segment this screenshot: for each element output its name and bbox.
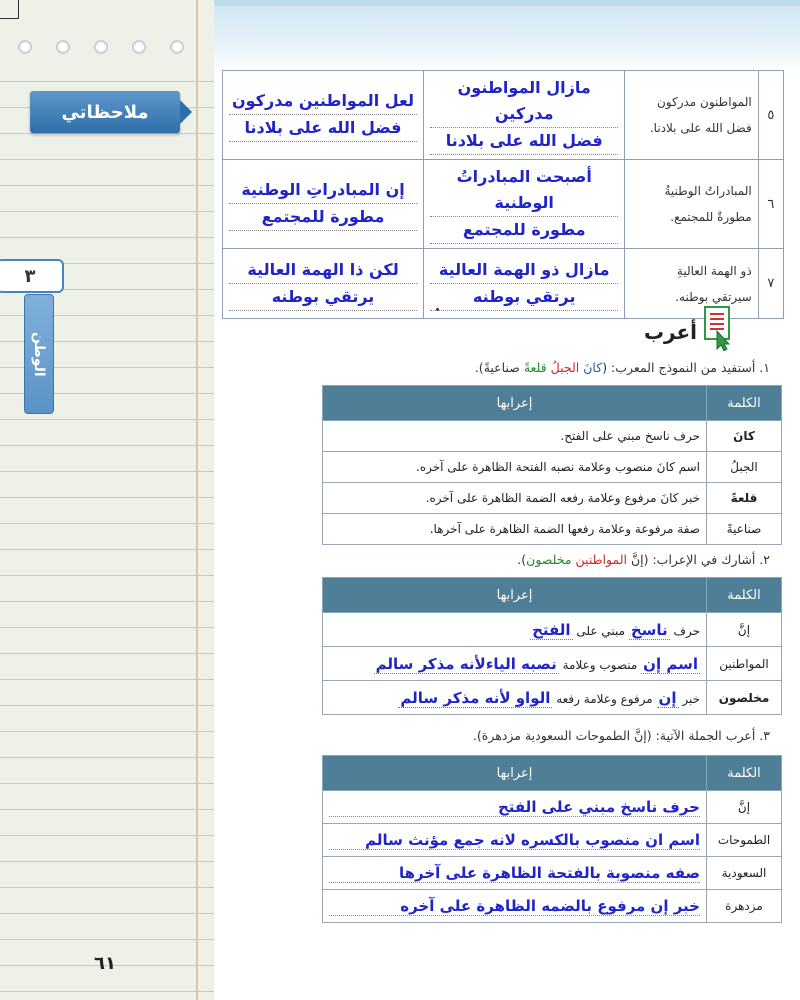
column-header-word: الكلمة bbox=[707, 578, 782, 613]
table-row bbox=[223, 249, 784, 319]
handwritten-answer: إن المبادراتِ الوطنية bbox=[229, 177, 417, 204]
handwritten-answer: مازال ذو الهمة العالية bbox=[430, 257, 618, 284]
handwritten-answer: خبر إن مرفوع بالضمه الظاهرة على آخره bbox=[329, 897, 700, 916]
table-row bbox=[323, 613, 782, 647]
original-sentence bbox=[625, 71, 758, 160]
word-cell: مزدهرة bbox=[707, 890, 782, 923]
original-line: سيرتقي بوطنه. bbox=[675, 289, 752, 304]
parse-cell[interactable] bbox=[323, 613, 707, 647]
table-row bbox=[223, 71, 784, 160]
instruction-text: ١. أستفيد من النموذج المعرب: ( bbox=[602, 360, 770, 375]
column-header-parse: إعرابها bbox=[323, 386, 707, 421]
table-row bbox=[323, 514, 782, 545]
table-row bbox=[323, 824, 782, 857]
instruction-text: ). bbox=[517, 552, 527, 567]
prompt-text: حرف bbox=[673, 623, 700, 638]
binder-ring-icon bbox=[94, 40, 108, 54]
original-sentence bbox=[625, 160, 758, 249]
exercise-3-table bbox=[322, 755, 782, 923]
instruction-text: ). bbox=[472, 728, 482, 743]
word-cell: مخلصون bbox=[707, 681, 782, 715]
answer-cell[interactable] bbox=[424, 160, 625, 249]
original-sentence bbox=[625, 249, 758, 319]
transformation-table bbox=[222, 70, 784, 319]
parse-cell[interactable] bbox=[323, 681, 707, 715]
table-row bbox=[323, 452, 782, 483]
instruction-text: ). bbox=[474, 360, 484, 375]
unit-title: الوطن bbox=[31, 331, 47, 377]
word-cell: قلعةً bbox=[707, 483, 782, 514]
word-cell: السعودية bbox=[707, 857, 782, 890]
parse-cell[interactable] bbox=[323, 824, 707, 857]
handwritten-answer: حرف ناسخ مبني على الفتح bbox=[329, 798, 700, 817]
answer-cell[interactable] bbox=[223, 249, 424, 319]
filled-blank: إن bbox=[658, 688, 677, 707]
word-cell: كانَ bbox=[707, 421, 782, 452]
example-word: إنَّ bbox=[630, 552, 644, 567]
header-band bbox=[214, 0, 800, 70]
word-cell: الطموحات bbox=[707, 824, 782, 857]
answer-cell[interactable] bbox=[424, 249, 625, 319]
unit-number-box bbox=[0, 259, 64, 293]
binder-ring-icon bbox=[56, 40, 70, 54]
table-header bbox=[323, 578, 782, 613]
exercise-1-instruction bbox=[475, 360, 770, 375]
column-header-word: الكلمة bbox=[707, 386, 782, 421]
prompt-text: مرفوع وعلامة رفعه bbox=[556, 691, 653, 706]
parse-cell: صفة مرفوعة وعلامة رفعها الضمة الظاهرة على آخرها. bbox=[323, 514, 707, 545]
exercise-3-instruction bbox=[473, 728, 770, 743]
table-row bbox=[323, 857, 782, 890]
notes-label: ملاحظاتي bbox=[61, 101, 149, 123]
original-line: مطورةٌ للمجتمع. bbox=[670, 210, 752, 224]
table-row bbox=[323, 681, 782, 715]
parse-cell: خبر كانَ مرفوع وعلامة رفعه الضمة الظاهرة على آخره. bbox=[323, 483, 707, 514]
handwritten-answer: مطورة للمجتمع bbox=[229, 204, 417, 231]
example-word: صناعيةً bbox=[483, 360, 520, 375]
parse-cell[interactable] bbox=[323, 890, 707, 923]
filled-blank: الواو لأنه مذكر سالم bbox=[400, 688, 551, 707]
prompt-text: مبني على bbox=[576, 623, 626, 638]
handwritten-answer: فضل الله على بلادنا bbox=[229, 115, 417, 142]
table-row bbox=[323, 647, 782, 681]
handwritten-answer: مازال المواطنون مدركين bbox=[430, 75, 618, 128]
handwritten-answer: صفه منصوبة بالفتحة الظاهرة على آخرها bbox=[329, 864, 700, 883]
exercise-1-table bbox=[322, 385, 782, 545]
page-number: ٦١ bbox=[94, 953, 116, 974]
row-number: ٦ bbox=[758, 160, 783, 249]
parse-cell[interactable] bbox=[323, 791, 707, 824]
table-row bbox=[323, 890, 782, 923]
handwritten-answer: فضل الله على بلادنا bbox=[430, 128, 618, 155]
parse-cell: اسم كانَ منصوب وعلامة نصبه الفتحة الظاهرة على آخره. bbox=[323, 452, 707, 483]
section-title: أعرب bbox=[643, 320, 697, 344]
answer-cell[interactable] bbox=[223, 71, 424, 160]
row-number: ٥ bbox=[758, 71, 783, 160]
handwritten-answer: يرتقي بوطنه bbox=[229, 284, 417, 311]
unit-title-ribbon bbox=[24, 294, 54, 414]
word-cell: إنَّ bbox=[707, 791, 782, 824]
parse-cell: حرف ناسخ مبني على الفتح. bbox=[323, 421, 707, 452]
original-line: المبادراتُ الوطنيةُ bbox=[664, 184, 752, 198]
example-word: قلعةً bbox=[523, 360, 547, 375]
word-cell: الجبلُ bbox=[707, 452, 782, 483]
binder-ring-icon bbox=[18, 40, 32, 54]
parse-cell[interactable] bbox=[323, 647, 707, 681]
handwritten-answer: اسم ان منصوب بالكسره لانه جمع مؤنث سالم bbox=[329, 831, 700, 850]
table-row bbox=[323, 483, 782, 514]
stray-dot bbox=[436, 308, 439, 311]
filled-blank: الفتح bbox=[532, 620, 571, 639]
exercise-2-table bbox=[322, 577, 782, 715]
notes-tab bbox=[30, 91, 180, 133]
table-header bbox=[323, 386, 782, 421]
document-pointer-icon bbox=[703, 305, 733, 351]
parse-cell[interactable] bbox=[323, 857, 707, 890]
handwritten-answer: يرتقي بوطنه bbox=[430, 284, 618, 311]
original-line: المواطنون مدركون bbox=[656, 95, 752, 109]
binder-ring-icon bbox=[132, 40, 146, 54]
example-word: الجبلُ bbox=[550, 360, 580, 375]
example-sentence: إنَّ الطموحات السعودية مزدهرة bbox=[481, 728, 647, 743]
instruction-text: ٢. أشارك في الإعراب: ( bbox=[643, 552, 770, 567]
handwritten-answer: أصبحت المبادراتُ الوطنية bbox=[430, 164, 618, 217]
original-line: فضل الله على بلادنا. bbox=[649, 121, 752, 135]
answer-cell[interactable] bbox=[424, 71, 625, 160]
prompt-text: منصوب وعلامة bbox=[562, 657, 638, 672]
original-line: ذو الهمة العاليةِ bbox=[676, 263, 752, 278]
filled-blank: ناسخ bbox=[630, 620, 668, 639]
corner-crop-mark bbox=[0, 0, 19, 19]
table-row bbox=[323, 791, 782, 824]
table-header bbox=[323, 756, 782, 791]
word-cell: صناعيةً bbox=[707, 514, 782, 545]
table-row bbox=[323, 421, 782, 452]
word-cell: إنَّ bbox=[707, 613, 782, 647]
column-header-parse: إعرابها bbox=[323, 578, 707, 613]
filled-blank: نصبه الياءلأنه مذكر سالم bbox=[375, 654, 557, 673]
binder-ring-icon bbox=[170, 40, 184, 54]
example-word: المواطنين bbox=[575, 552, 627, 567]
prompt-text: خبر bbox=[682, 691, 700, 706]
exercise-2-instruction bbox=[517, 552, 770, 567]
handwritten-answer: مطورة للمجتمع bbox=[430, 217, 618, 244]
answer-cell[interactable] bbox=[223, 160, 424, 249]
instruction-text: ٣. أعرب الجملة الآتية: ( bbox=[646, 728, 770, 743]
table-row bbox=[223, 160, 784, 249]
filled-blank: اسم إن bbox=[643, 654, 698, 673]
column-header-word: الكلمة bbox=[707, 756, 782, 791]
example-word: كانَ bbox=[583, 360, 603, 375]
handwritten-answer: لكن ذا الهمة العالية bbox=[229, 257, 417, 284]
column-header-parse: إعرابها bbox=[323, 756, 707, 791]
unit-number: ٣ bbox=[24, 265, 36, 287]
handwritten-answer: لعل المواطنين مدركون bbox=[229, 88, 417, 115]
word-cell: المواطنين bbox=[707, 647, 782, 681]
notes-sidebar bbox=[0, 0, 214, 1000]
example-word: مخلصون bbox=[526, 552, 572, 567]
row-number: ٧ bbox=[758, 249, 783, 319]
